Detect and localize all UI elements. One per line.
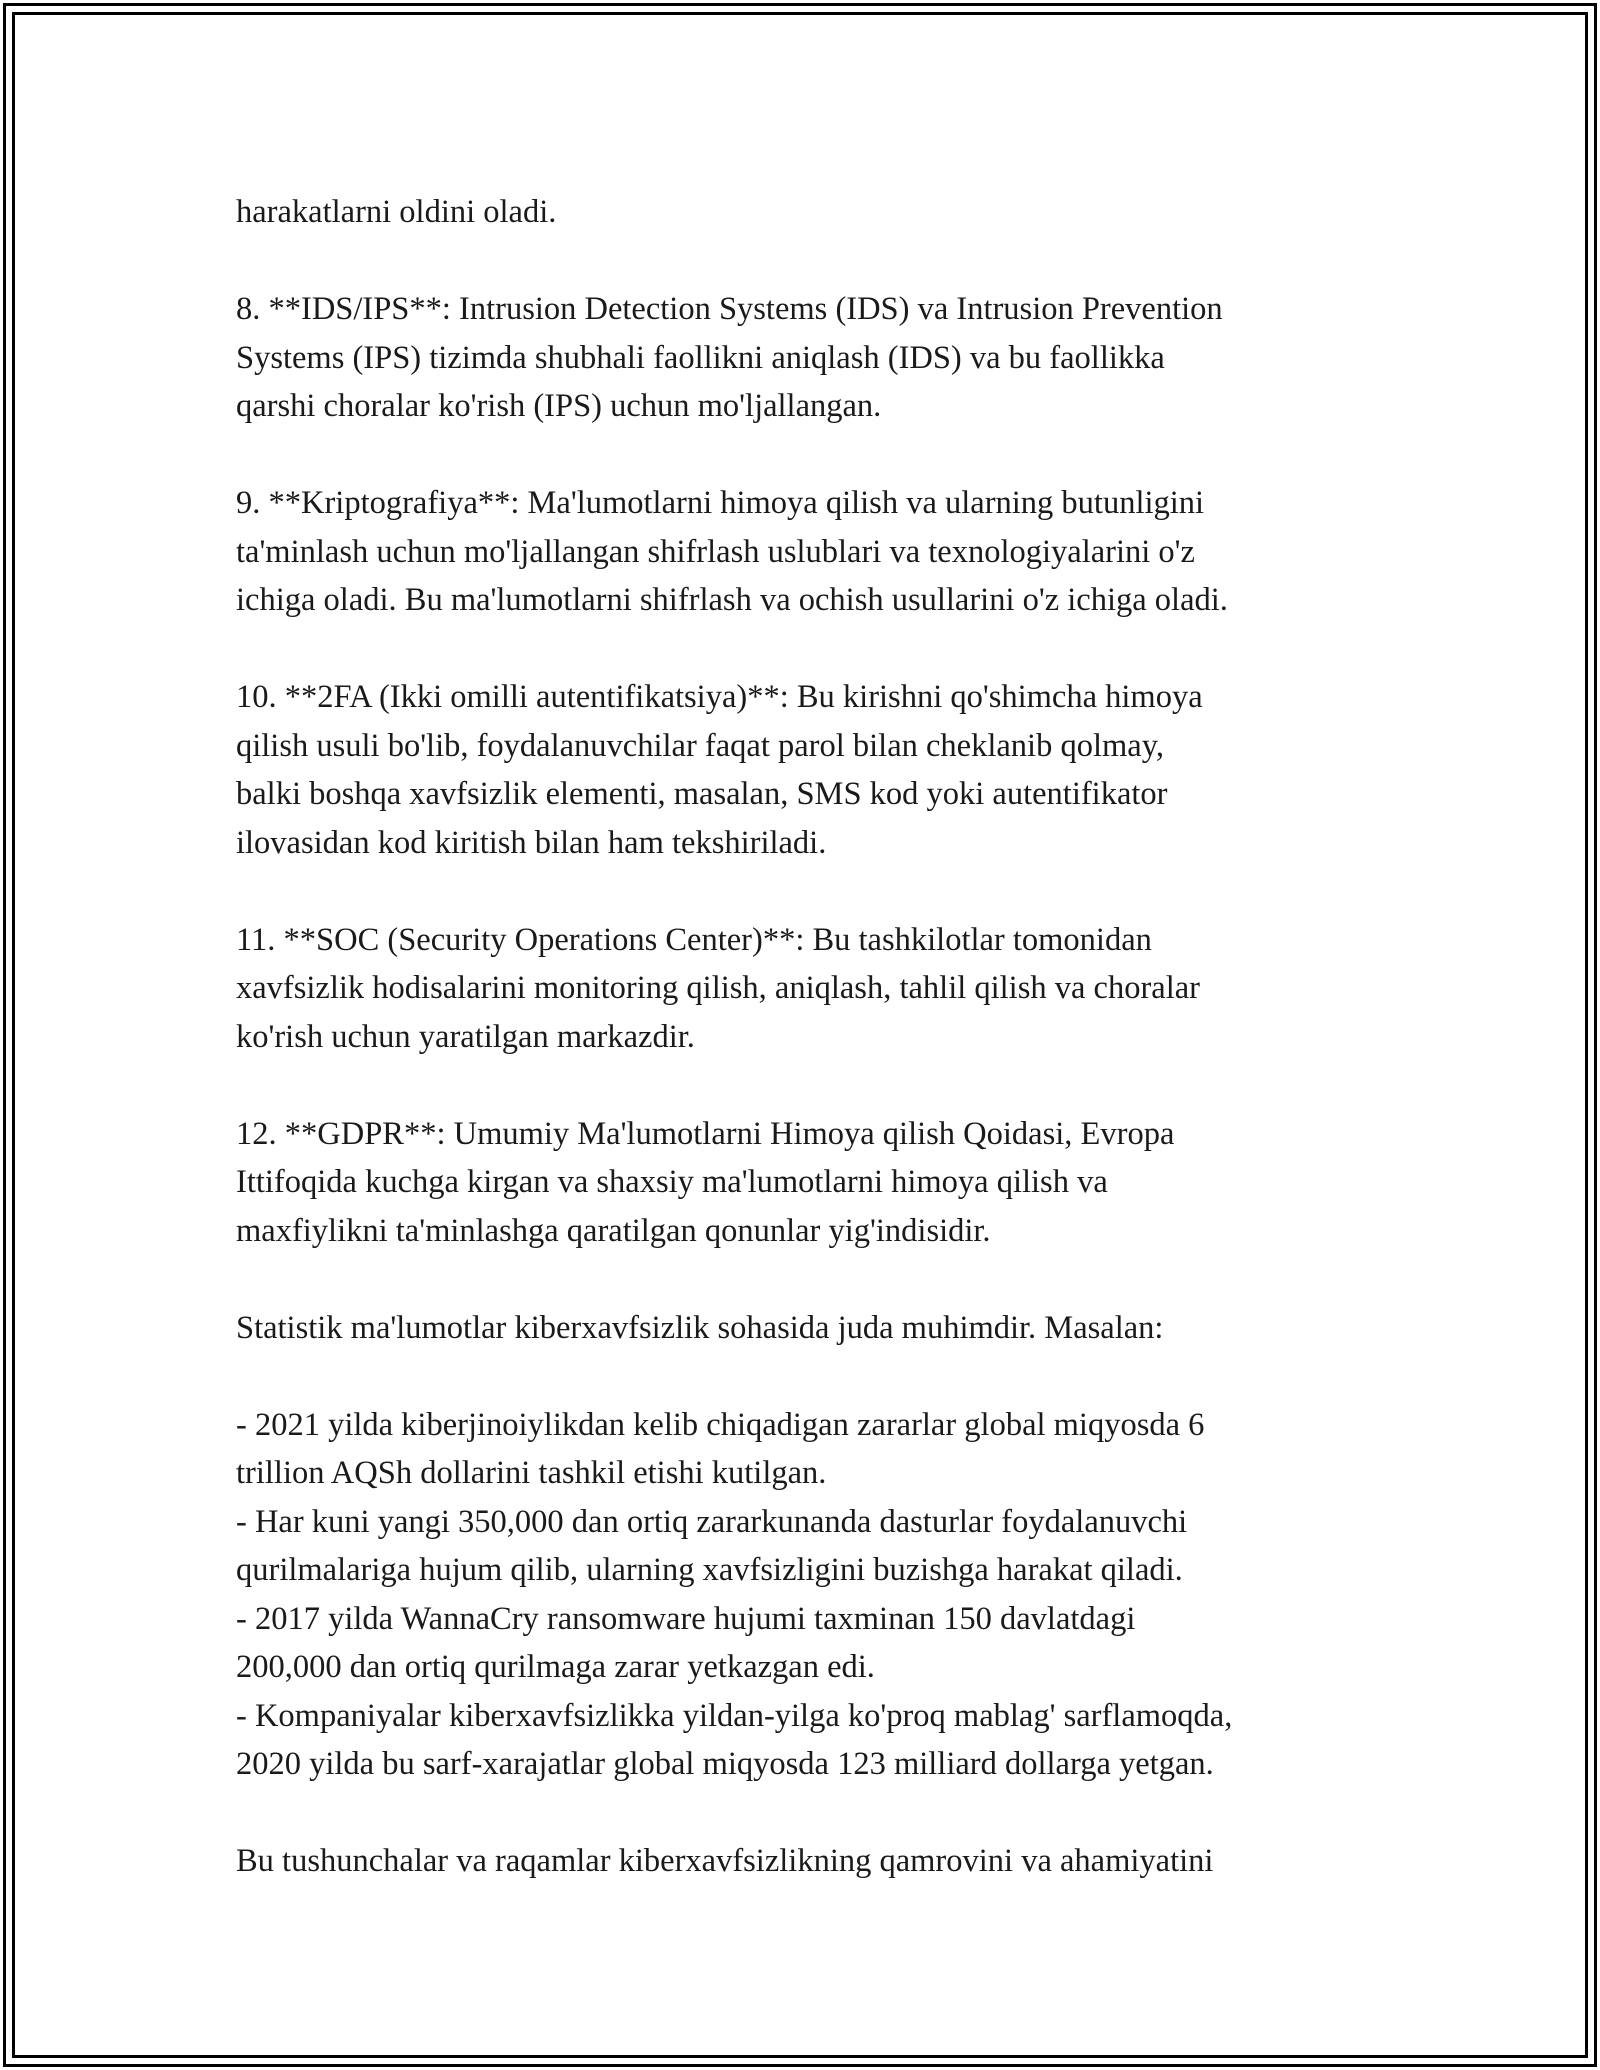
text-line: harakatlarni oldini oladi.: [236, 194, 557, 230]
list-item-line: - 2021 yilda kiberjinoiylikdan kelib chiqadigan zararlar global miqyosda 6: [236, 1406, 1205, 1443]
paragraph-2fa: [236, 673, 1396, 867]
list-item-line: 2020 yilda bu sarf-xarajatlar global miqyosda 123 milliard dollarga yetgan.: [236, 1746, 1214, 1782]
paragraph-closing: [236, 1837, 1396, 1886]
text-line: 11. **SOC (Security Operations Center)**: Bu tashkilotlar tomonidan: [236, 921, 1152, 958]
text-line: Statistik ma'lumotlar kiberxavfsizlik sohasida juda muhimdir. Masalan:: [236, 1309, 1164, 1346]
paragraph-gdpr: [236, 1110, 1396, 1256]
paragraph-continuation: [236, 188, 1396, 237]
list-item-line: - Kompaniyalar kiberxavfsizlikka yildan-yilga ko'proq mablag' sarflamoqda,: [236, 1697, 1233, 1734]
text-line: Ittifoqida kuchga kirgan va shaxsiy ma'lumotlarni himoya qilish va: [236, 1164, 1108, 1200]
list-item-line: trillion AQSh dollarini tashkil etishi kutilgan.: [236, 1455, 827, 1491]
list-item-line: 200,000 dan ortiq qurilmaga zarar yetkazgan edi.: [236, 1649, 875, 1685]
text-line: 9. **Kriptografiya**: Ma'lumotlarni himoya qilish va ularning butunligini: [236, 485, 1205, 521]
list-item-line: - 2017 yilda WannaCry ransomware hujumi taxminan 150 davlatdagi: [236, 1600, 1136, 1637]
paragraph-ids-ips: [236, 285, 1396, 431]
paragraph-soc: [236, 916, 1396, 1062]
list-item-line: - Har kuni yangi 350,000 dan ortiq zararkunanda dasturlar foydalanuvchi: [236, 1503, 1188, 1540]
list-item-line: qurilmalariga hujum qilib, ularning xavfsizligini buzishga harakat qiladi.: [236, 1552, 1183, 1588]
text-line: maxfiylikni ta'minlashga qaratilgan qonunlar yig'indisidir.: [236, 1212, 991, 1249]
text-line: 8. **IDS/IPS**: Intrusion Detection Systems (IDS) va Intrusion Prevention: [236, 291, 1223, 327]
text-line: ilovasidan kod kiritish bilan ham tekshiriladi.: [236, 824, 827, 861]
text-line: 12. **GDPR**: Umumiy Ma'lumotlarni Himoya qilish Qoidasi, Evropa: [236, 1115, 1175, 1152]
text-line: xavfsizlik hodisalarini monitoring qilish, aniqlash, tahlil qilish va choralar: [236, 970, 1200, 1006]
text-line: ichiga oladi. Bu ma'lumotlarni shifrlash va ochish usullarini o'z ichiga oladi.: [236, 582, 1228, 618]
statistics-list: [236, 1401, 1396, 1789]
paragraph-kriptografiya: [236, 479, 1396, 625]
text-line: ta'minlash uchun mo'ljallangan shifrlash uslublari va texnologiyalarini o'z: [236, 533, 1195, 570]
paragraph-statistics-intro: [236, 1304, 1396, 1353]
document-body: [236, 188, 1396, 1934]
text-line: qilish usuli bo'lib, foydalanuvchilar faqat parol bilan cheklanib qolmay,: [236, 727, 1164, 764]
text-line: Bu tushunchalar va raqamlar kiberxavfsizlikning qamrovini va ahamiyatini: [236, 1843, 1214, 1879]
text-line: balki boshqa xavfsizlik elementi, masalan, SMS kod yoki autentifikator: [236, 776, 1168, 812]
text-line: 10. **2FA (Ikki omilli autentifikatsiya)**: Bu kirishni qo'shimcha himoya: [236, 679, 1203, 715]
text-line: qarshi choralar ko'rish (IPS) uchun mo'ljallangan.: [236, 388, 882, 424]
text-line: ko'rish uchun yaratilgan markazdir.: [236, 1018, 695, 1055]
text-line: Systems (IPS) tizimda shubhali faollikni aniqlash (IDS) va bu faollikka: [236, 339, 1165, 376]
